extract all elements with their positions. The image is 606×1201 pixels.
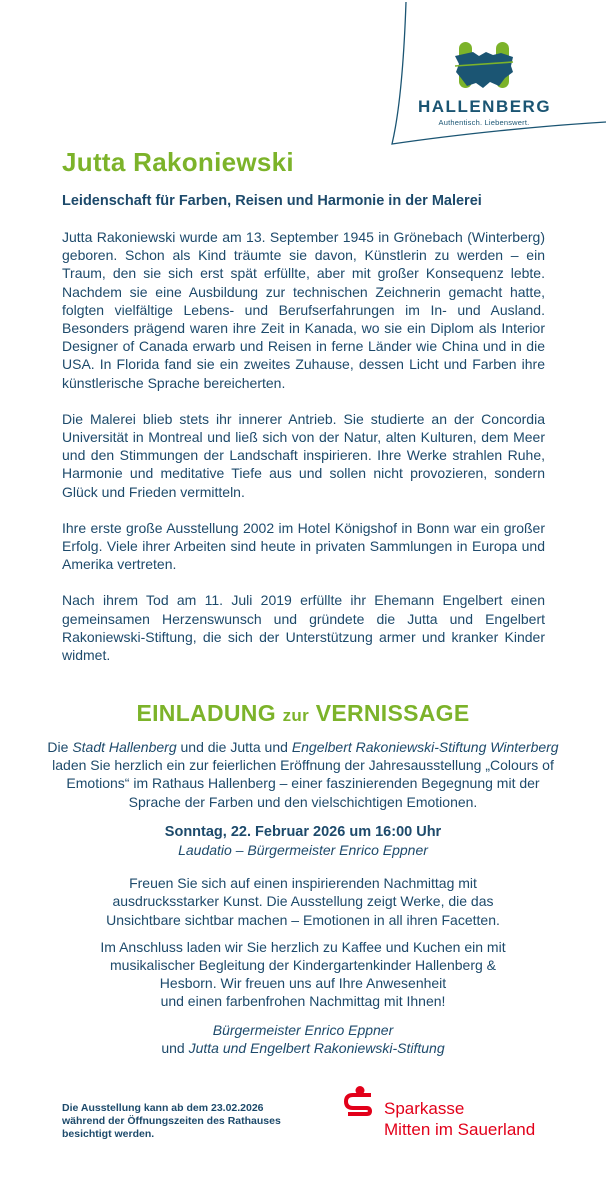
bio-paragraph: Ihre erste große Ausstellung 2002 im Hotel Königshof in Bonn war ein großer Erfolg. Viele ihrer Arbeiten sind heute in privaten Sammlungen in Europa und Amerika vertreten. <box>62 519 545 573</box>
text-line: und einen farbenfrohen Nachmittag mit Ihnen! <box>160 993 446 1010</box>
invitation-intro <box>40 738 566 811</box>
laudatio <box>40 841 566 859</box>
signature-mayor: Bürgermeister Enrico Eppner <box>212 1021 394 1038</box>
intro-text: laden Sie herzlich ein zur feierlichen Eröffnung der Jahresausstellung „Colours of Emotions“ im Rathaus Hallenberg – einer faszinierenden Begegnung mit der Sprache der Farben und den vielschichtigen Emotionen. <box>52 757 554 810</box>
hallenberg-logo <box>418 40 550 127</box>
bio-paragraph: Nach ihrem Tod am 11. Juli 2019 erfüllte ihr Ehemann Engelbert einen gemeinsamen Herzenswunsch und gründete die Jutta und Engelbert Rakoniewski-Stiftung, die sich der Unterstützung armer und kranker Kinder widmet. <box>62 592 545 664</box>
invitation-title <box>0 700 606 727</box>
sparkasse-s-icon <box>344 1086 376 1120</box>
note-line: besichtigt werden. <box>62 1128 155 1140</box>
hallenberg-emblem-icon <box>453 40 515 90</box>
logo-tagline: Authentisch. Liebenswert. <box>438 118 530 127</box>
laudatio-text: Laudatio – Bürgermeister Enrico Eppner <box>178 842 428 859</box>
intro-text: und die Jutta und <box>176 739 292 755</box>
exhibition-note <box>62 1102 281 1141</box>
invitation-title-word: VERNISSAGE <box>315 700 470 726</box>
host-city: Stadt Hallenberg <box>72 739 177 755</box>
logo-name: HALLENBERG <box>418 97 552 116</box>
text-line: musikalischer Begleitung der Kindergartenkinder Hallenberg & <box>110 957 496 974</box>
text-line: Unsichtbare sichtbar machen – Emotionen in all ihren Facetten. <box>106 911 500 928</box>
page-subtitle: Leidenschaft für Farben, Reisen und Harmonie in der Malerei <box>62 193 482 209</box>
invitation-paragraph <box>40 938 566 1011</box>
event-date: Sonntag, 22. Februar 2026 um 16:00 Uhr <box>164 823 442 840</box>
text-line: Im Anschluss laden wir Sie herzlich zu Kaffee und Kuchen ein mit <box>100 938 506 955</box>
host-foundation: Engelbert Rakoniewski-Stiftung Winterberg <box>291 739 559 755</box>
invitation-body <box>40 738 566 1057</box>
intro-text: Die <box>47 739 73 755</box>
signature-foundation: Jutta und Engelbert Rakoniewski-Stiftung <box>188 1039 445 1056</box>
text-line: Hesborn. Wir freuen uns auf Ihre Anwesenheit <box>159 975 447 992</box>
signature-and: und <box>161 1039 189 1056</box>
sparkasse-name <box>384 1098 535 1140</box>
bio-paragraph: Die Malerei blieb stets ihr innerer Antrieb. Sie studierte an der Concordia Universität in Montreal und ließ sich von der Natur, alten Kulturen, dem Meer und den Stimmungen der Landschaft inspirieren. Ihre Werke strahlen Ruhe, Harmonie und meditative Tiefe aus und sollen nicht provozieren, sondern Glück und Frieden vermitteln. <box>62 410 545 500</box>
note-line: während der Öffnungszeiten des Rathauses <box>62 1115 281 1127</box>
invitation-paragraph <box>40 874 566 929</box>
invitation-title-word: zur <box>282 706 309 725</box>
text-line: Freuen Sie sich auf einen inspirierenden Nachmittag mit <box>129 875 477 892</box>
sparkasse-line: Sparkasse <box>384 1099 465 1118</box>
signature <box>40 1021 566 1057</box>
invitation-title-word: EINLADUNG <box>136 700 276 726</box>
page-title: Jutta Rakoniewski <box>62 147 294 177</box>
text-line: ausdrucksstarker Kunst. Die Ausstellung zeigt Werke, die das <box>112 893 494 910</box>
bio-paragraph: Jutta Rakoniewski wurde am 13. September 1945 in Grönebach (Winterberg) geboren. Schon als Kind träumte sie davon, Künstlerin zu werden – ein Traum, den sie sich erst spät erfüllte, aber mit großer Konsequenz lebte. Nachdem sie eine Ausbildung zur technischen Zeichnerin gemacht hatte, folgten vielfältige Lebens- und Berufserfahrungen im In- und Ausland. Besonders prägend waren ihre Zeit in Kanada, wo sie ein Diplom als Interior Designer of Canada erwarb und Reisen in ferne Länder wie China und in die USA. In Florida fand sie ein zweites Zuhause, dessen Licht und Farben ihre künstlerische Sprache bereicherten. <box>62 229 545 391</box>
biography <box>62 228 545 682</box>
sparkasse-line: Mitten im Sauerland <box>384 1120 536 1139</box>
note-line: Die Ausstellung kann ab dem 23.02.2026 <box>62 1102 264 1114</box>
